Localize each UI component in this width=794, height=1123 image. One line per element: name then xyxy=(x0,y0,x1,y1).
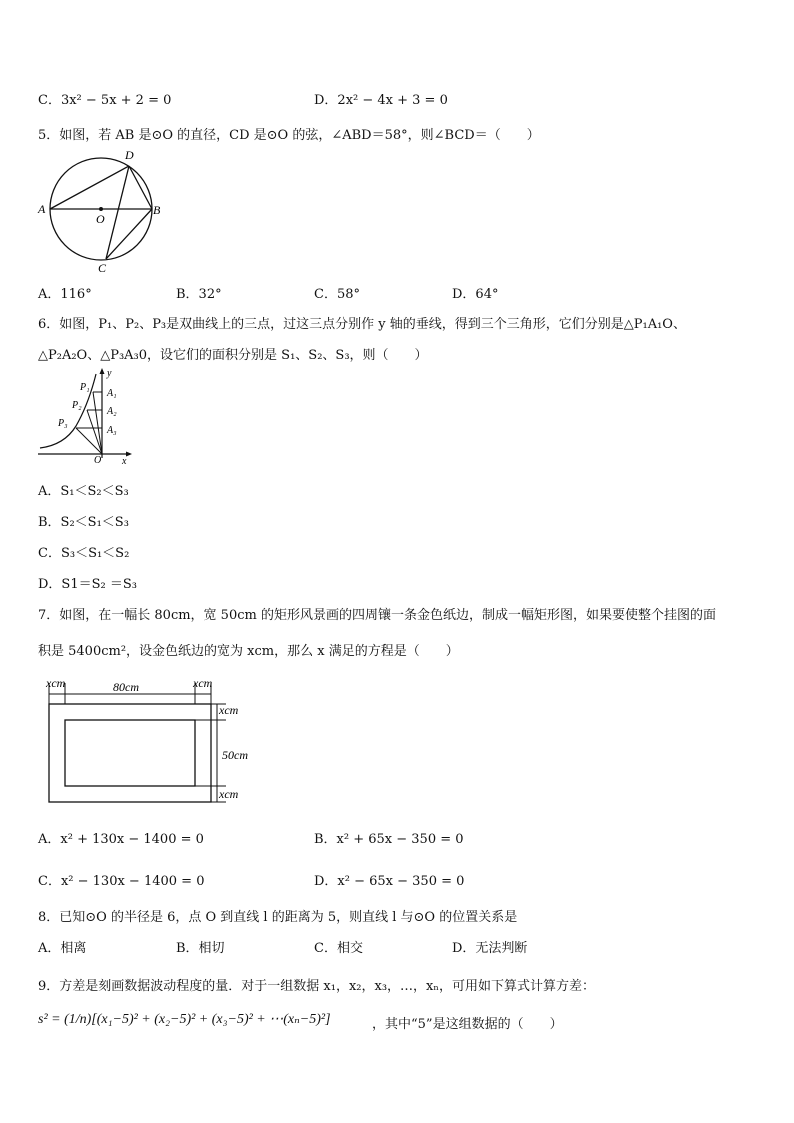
q6-option-d: D．S1＝S₂ ＝S₃ xyxy=(38,577,137,592)
label-p2: P₂ xyxy=(72,400,82,411)
q5-option-a: A．116° xyxy=(38,287,92,302)
q4-option-d: D．2x² − 4x + 3 = 0 xyxy=(314,93,448,108)
label-p1: P₁ xyxy=(80,382,90,393)
label-length: 80cm xyxy=(113,680,139,694)
label-d: D xyxy=(125,148,134,162)
q6-option-a: A．S₁＜S₂＜S₃ xyxy=(38,484,129,499)
label-x-top: xcm xyxy=(219,703,239,717)
q7-stem-line2: 积是 5400cm²，设金色纸边的宽为 xcm，那么 x 满足的方程是（ ） xyxy=(38,644,459,659)
label-a3: A₃ xyxy=(107,425,117,436)
q7-option-d: D．x² − 65x − 350 = 0 xyxy=(314,874,465,889)
q6-option-b: B．S₂＜S₁＜S₃ xyxy=(38,515,129,530)
label-c: C xyxy=(98,261,107,274)
q7-option-c: C．x² − 130x − 1400 = 0 xyxy=(38,874,205,889)
q5-option-c: C．58° xyxy=(314,287,360,302)
label-x-right: xcm xyxy=(193,676,213,690)
q6-option-c: C．S₃＜S₁＜S₂ xyxy=(38,546,130,561)
label-a1: A₁ xyxy=(107,388,117,399)
label-b: B xyxy=(153,203,161,217)
q5-option-d: D．64° xyxy=(452,287,499,302)
label-o: O xyxy=(96,212,105,226)
label-o: O xyxy=(94,455,102,466)
label-x-bottom: xcm xyxy=(219,787,239,801)
q6-stem-line1: 6．如图，P₁、P₂、P₃是双曲线上的三点，过这三点分别作 y 轴的垂线，得到三个三角形，它们分别是△P₁A₁O、 xyxy=(38,317,686,332)
q5-option-b: B．32° xyxy=(176,287,222,302)
q5-stem: 5．如图，若 AB 是⊙O 的直径，CD 是⊙O 的弦，∠ABD＝58°，则∠BCD＝（ ） xyxy=(38,128,540,143)
q6-hyperbola-figure xyxy=(36,366,136,466)
q7-frame-figure xyxy=(36,675,266,810)
q8-option-a: A．相离 xyxy=(38,941,87,956)
q9-formula: s² = (1/n)[(x₁−5)² + (x₂−5)² + (x₃−5)² + ⋯(xₙ−5)²] xyxy=(38,1012,331,1027)
q8-option-b: B．相切 xyxy=(176,941,225,956)
label-width: 50cm xyxy=(222,748,248,762)
label-x: x xyxy=(122,456,127,466)
q8-stem: 8．已知⊙O 的半径是 6，点 O 到直线 l 的距离为 5，则直线 l 与⊙O 的位置关系是 xyxy=(38,910,518,925)
q7-stem-line1: 7．如图，在一幅长 80cm，宽 50cm 的矩形风景画的四周镶一条金色纸边，制成一幅矩形图，如果要使整个挂图的面 xyxy=(38,608,716,623)
q5-circle-figure xyxy=(36,144,176,274)
label-x-left: xcm xyxy=(46,676,66,690)
q8-option-c: C．相交 xyxy=(314,941,363,956)
q7-option-b: B．x² + 65x − 350 = 0 xyxy=(314,832,464,847)
label-a: A xyxy=(38,202,46,216)
label-a2: A₂ xyxy=(107,406,117,417)
q4-option-c: C．3x² − 5x + 2 = 0 xyxy=(38,93,172,108)
q6-stem-line2: △P₂A₂O、△P₃A₃0，设它们的面积分别是 S₁、S₂、S₃，则（ ） xyxy=(38,348,428,363)
q9-formula-tail: ，其中“5”是这组数据的（ ） xyxy=(372,1017,563,1032)
q8-option-d: D．无法判断 xyxy=(452,941,528,956)
label-y: y xyxy=(107,368,112,379)
q9-stem: 9．方差是刻画数据波动程度的量．对于一组数据 x₁，x₂，x₃，…，xₙ，可用如下算式计算方差： xyxy=(38,979,595,994)
label-p3: P₃ xyxy=(58,418,68,429)
q7-option-a: A．x² + 130x − 1400 = 0 xyxy=(38,832,204,847)
